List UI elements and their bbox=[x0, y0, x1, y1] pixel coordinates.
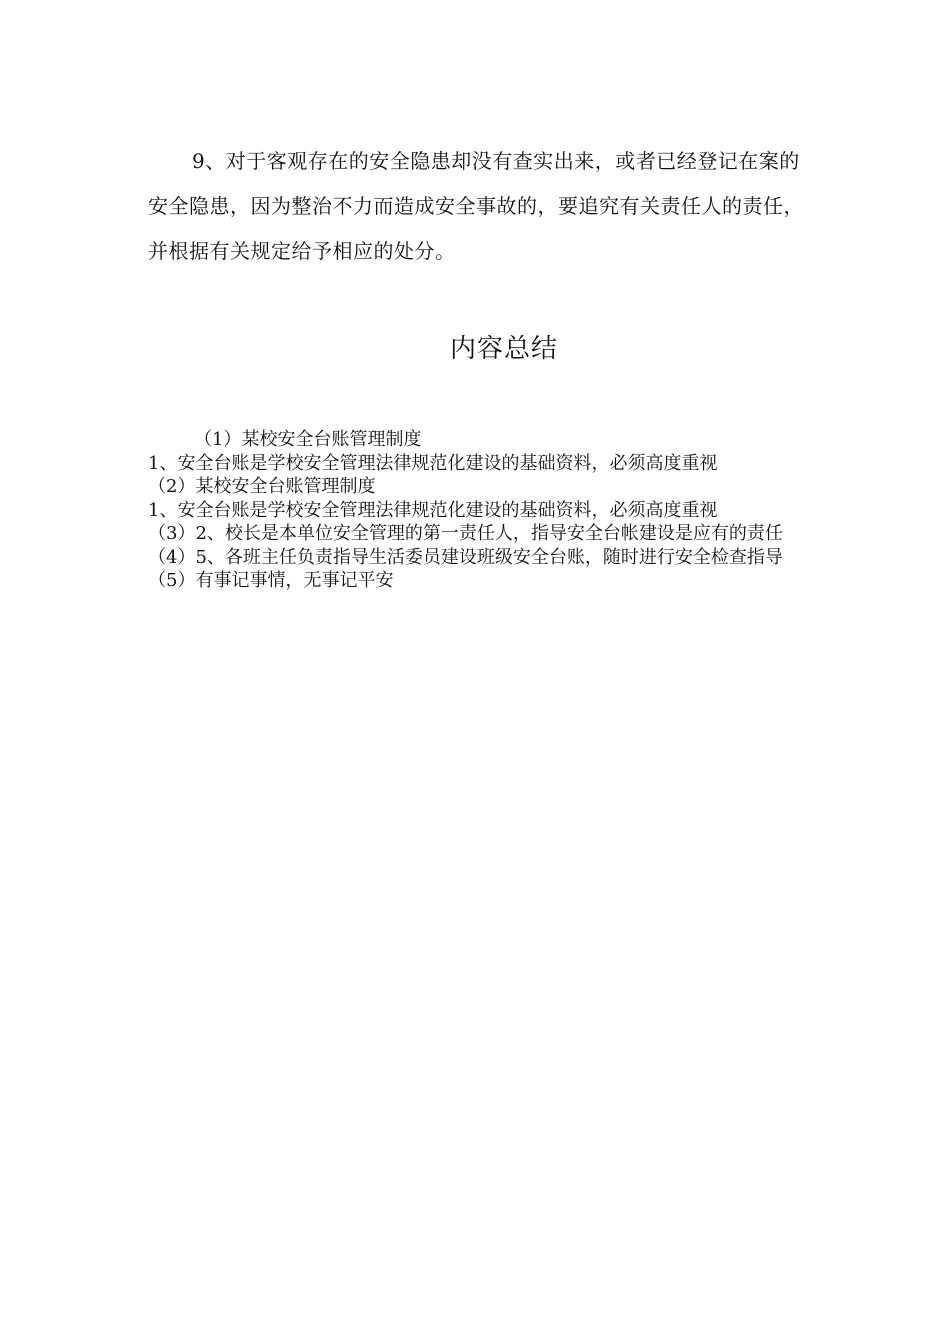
body-paragraph-item-9: 9、对于客观存在的安全隐患却没有查实出来，或者已经登记在案的安全隐患，因为整治不力而造成安全事故的，要追究有关责任人的责任，并根据有关规定给予相应的处分。 bbox=[148, 149, 804, 263]
summary-line: （1）某校安全台账管理制度 bbox=[194, 429, 422, 450]
summary-line: （2）某校安全台账管理制度 bbox=[148, 476, 376, 497]
summary-block bbox=[148, 428, 798, 593]
summary-line: （5）有事记事情，无事记平安 bbox=[148, 570, 394, 591]
summary-line: 1、安全台账是学校安全管理法律规范化建设的基础资料，必须高度重视 bbox=[148, 452, 718, 474]
summary-line: （4）5、各班主任负责指导生活委员建设班级安全台账，随时进行安全检查指导 bbox=[148, 546, 783, 568]
summary-line: 1、安全台账是学校安全管理法律规范化建设的基础资料，必须高度重视 bbox=[148, 499, 718, 521]
section-title: 内容总结 bbox=[449, 334, 558, 364]
summary-line: （3）2、校长是本单位安全管理的第一责任人，指导安全台帐建设是应有的责任 bbox=[148, 523, 783, 544]
